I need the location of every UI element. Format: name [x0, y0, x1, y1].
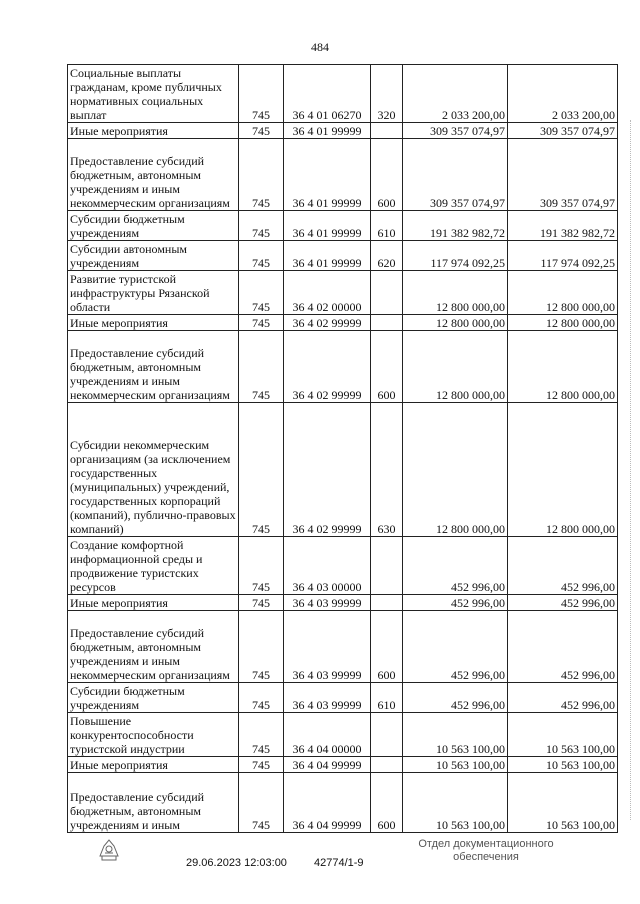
table-row — [68, 595, 618, 611]
table-row — [68, 713, 618, 757]
row-grbs: 745 — [239, 757, 284, 773]
row-grbs: 745 — [239, 123, 284, 139]
row-grbs: 745 — [239, 403, 284, 537]
row-name: Предоставление субсидий бюджетным, автономным учреждениям и иным — [68, 773, 239, 833]
row-csr: 36 4 03 99999 — [284, 595, 371, 611]
row-vr: 630 — [371, 403, 403, 537]
row-grbs: 745 — [239, 331, 284, 403]
row-name: Иные мероприятия — [68, 315, 239, 331]
table-row — [68, 211, 618, 241]
row-name: Иные мероприятия — [68, 595, 239, 611]
row-name: Иные мероприятия — [68, 757, 239, 773]
row-vr: 600 — [371, 139, 403, 211]
row-sum-1: 452 996,00 — [403, 595, 508, 611]
footer-datetime: 29.06.2023 12:03:00 — [186, 857, 287, 869]
row-csr: 36 4 04 99999 — [284, 773, 371, 833]
page-number: 484 — [311, 40, 329, 54]
row-sum-2: 452 996,00 — [508, 595, 618, 611]
row-sum-2: 452 996,00 — [508, 611, 618, 683]
row-csr: 36 4 01 99999 — [284, 139, 371, 211]
row-vr — [371, 123, 403, 139]
row-vr — [371, 595, 403, 611]
row-sum-2: 12 800 000,00 — [508, 271, 618, 315]
row-name: Субсидии бюджетным учреждениям — [68, 211, 239, 241]
department-stamp — [406, 838, 566, 864]
row-name: Развитие туристской инфраструктуры Рязанской области — [68, 271, 239, 315]
row-sum-2: 309 357 074,97 — [508, 123, 618, 139]
row-sum-2: 12 800 000,00 — [508, 403, 618, 537]
row-sum-1: 12 800 000,00 — [403, 331, 508, 403]
row-grbs: 745 — [239, 683, 284, 713]
row-vr — [371, 757, 403, 773]
row-grbs: 745 — [239, 315, 284, 331]
table-row — [68, 403, 618, 537]
row-vr: 610 — [371, 211, 403, 241]
row-csr: 36 4 02 99999 — [284, 315, 371, 331]
row-vr — [371, 315, 403, 331]
row-grbs: 745 — [239, 537, 284, 595]
row-vr — [371, 713, 403, 757]
row-sum-2: 10 563 100,00 — [508, 713, 618, 757]
row-vr — [371, 271, 403, 315]
footer-doc-code: 42774/1-9 — [314, 857, 364, 869]
row-sum-1: 10 563 100,00 — [403, 757, 508, 773]
table-row — [68, 241, 618, 271]
row-sum-1: 191 382 982,72 — [403, 211, 508, 241]
row-name: Субсидии автономным учреждениям — [68, 241, 239, 271]
table-row — [68, 683, 618, 713]
row-name: Повышение конкурентоспособности туристской индустрии — [68, 713, 239, 757]
row-sum-2: 12 800 000,00 — [508, 315, 618, 331]
row-grbs: 745 — [239, 211, 284, 241]
row-csr: 36 4 01 06270 — [284, 65, 371, 123]
row-name: Субсидии некоммерческим организациям (за исключением государственных (муниципальных) учреждений, государственных корпораций (компаний), публично-правовых компаний) — [68, 403, 239, 537]
row-sum-1: 12 800 000,00 — [403, 315, 508, 331]
row-sum-2: 10 563 100,00 — [508, 757, 618, 773]
row-sum-1: 452 996,00 — [403, 683, 508, 713]
table-row — [68, 757, 618, 773]
row-sum-2: 191 382 982,72 — [508, 211, 618, 241]
table-row — [68, 773, 618, 833]
row-sum-2: 12 800 000,00 — [508, 331, 618, 403]
row-sum-1: 12 800 000,00 — [403, 271, 508, 315]
row-vr: 600 — [371, 773, 403, 833]
row-csr: 36 4 04 99999 — [284, 757, 371, 773]
table-row — [68, 271, 618, 315]
row-sum-2: 309 357 074,97 — [508, 139, 618, 211]
coat-of-arms-icon — [96, 836, 122, 862]
row-sum-2: 117 974 092,25 — [508, 241, 618, 271]
row-grbs: 745 — [239, 595, 284, 611]
table-row — [68, 139, 618, 211]
row-sum-1: 117 974 092,25 — [403, 241, 508, 271]
row-grbs: 745 — [239, 271, 284, 315]
table-row — [68, 315, 618, 331]
row-csr: 36 4 04 00000 — [284, 713, 371, 757]
row-csr: 36 4 03 00000 — [284, 537, 371, 595]
row-sum-1: 309 357 074,97 — [403, 139, 508, 211]
row-name: Предоставление субсидий бюджетным, автономным учреждениям и иным некоммерческим организациям — [68, 331, 239, 403]
table-row — [68, 123, 618, 139]
table-row — [68, 611, 618, 683]
stamp-line-1: Отдел документационного — [418, 838, 554, 850]
row-csr: 36 4 01 99999 — [284, 123, 371, 139]
row-sum-1: 10 563 100,00 — [403, 713, 508, 757]
row-sum-1: 10 563 100,00 — [403, 773, 508, 833]
row-sum-1: 2 033 200,00 — [403, 65, 508, 123]
row-vr: 620 — [371, 241, 403, 271]
row-grbs: 745 — [239, 611, 284, 683]
table-row — [68, 537, 618, 595]
row-name: Социальные выплаты гражданам, кроме публичных нормативных социальных выплат — [68, 65, 239, 123]
budget-table — [67, 64, 618, 833]
row-vr: 600 — [371, 331, 403, 403]
stamp-line-2: обеспечения — [453, 851, 519, 863]
row-csr: 36 4 03 99999 — [284, 683, 371, 713]
scan-edge-marks — [630, 120, 635, 820]
row-csr: 36 4 01 99999 — [284, 241, 371, 271]
row-vr: 600 — [371, 611, 403, 683]
row-sum-1: 12 800 000,00 — [403, 403, 508, 537]
row-sum-2: 452 996,00 — [508, 683, 618, 713]
row-sum-2: 2 033 200,00 — [508, 65, 618, 123]
row-grbs: 745 — [239, 139, 284, 211]
row-vr: 320 — [371, 65, 403, 123]
row-csr: 36 4 02 99999 — [284, 331, 371, 403]
row-grbs: 745 — [239, 713, 284, 757]
table-row — [68, 331, 618, 403]
row-csr: 36 4 02 99999 — [284, 403, 371, 537]
row-name: Создание комфортной информационной среды и продвижение туристских ресурсов — [68, 537, 239, 595]
row-name: Предоставление субсидий бюджетным, автономным учреждениям и иным некоммерческим организациям — [68, 139, 239, 211]
row-vr — [371, 537, 403, 595]
row-vr: 610 — [371, 683, 403, 713]
row-csr: 36 4 02 00000 — [284, 271, 371, 315]
row-grbs: 745 — [239, 241, 284, 271]
row-csr: 36 4 03 99999 — [284, 611, 371, 683]
row-csr: 36 4 01 99999 — [284, 211, 371, 241]
row-sum-1: 452 996,00 — [403, 537, 508, 595]
table-row — [68, 65, 618, 123]
row-name: Предоставление субсидий бюджетным, автономным учреждениям и иным некоммерческим организациям — [68, 611, 239, 683]
row-sum-1: 309 357 074,97 — [403, 123, 508, 139]
row-grbs: 745 — [239, 773, 284, 833]
row-grbs: 745 — [239, 65, 284, 123]
row-sum-2: 10 563 100,00 — [508, 773, 618, 833]
row-name: Иные мероприятия — [68, 123, 239, 139]
row-sum-1: 452 996,00 — [403, 611, 508, 683]
row-sum-2: 452 996,00 — [508, 537, 618, 595]
row-name: Субсидии бюджетным учреждениям — [68, 683, 239, 713]
